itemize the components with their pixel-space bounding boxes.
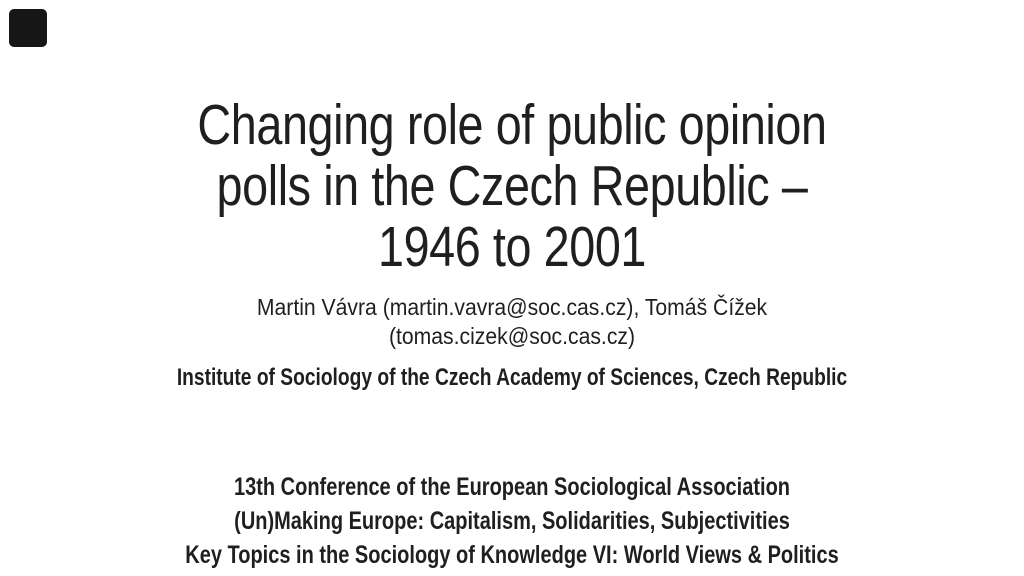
title-line-2: polls in the Czech Republic – <box>216 154 808 218</box>
authors-block <box>41 293 983 351</box>
conference-line-2: (Un)Making Europe: Capitalism, Solidarities, Subjectivities <box>234 507 790 535</box>
corner-logo-mark <box>9 9 47 47</box>
authors-line-1: Martin Vávra (martin.vavra@soc.cas.cz), Tomáš Čížek <box>256 294 768 320</box>
conference-line-1: 13th Conference of the European Sociological Association <box>233 473 791 501</box>
conference-block <box>102 470 921 572</box>
authors-line-2: (tomas.cizek@soc.cas.cz) <box>388 323 636 349</box>
title-line-1: Changing role of public opinion <box>197 93 827 157</box>
slide-title <box>92 95 932 278</box>
conference-line-3: Key Topics in the Sociology of Knowledge VI: World Views & Politics <box>185 541 839 569</box>
title-line-3: 1946 to 2001 <box>377 215 646 279</box>
affiliation-line: Institute of Sociology of the Czech Academy of Sciences, Czech Republic <box>176 364 848 391</box>
